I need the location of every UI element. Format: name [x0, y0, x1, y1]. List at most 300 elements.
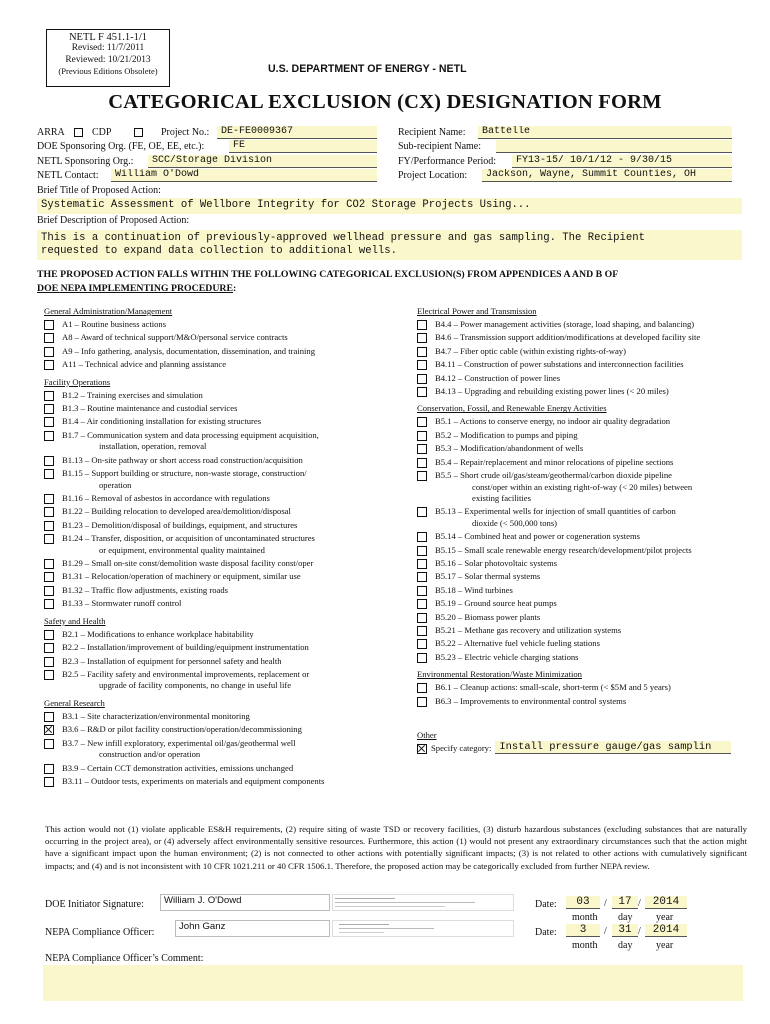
- exclusion-label-line1: B5.19 – Ground source heat pumps: [435, 598, 557, 609]
- exclusion-label-line1: B3.7 – New infill exploratory, experimental oil/gas/geothermal well: [62, 737, 296, 748]
- exclusion-checkbox[interactable]: [417, 653, 427, 663]
- exclusion-label-line1: A9 – Info gathering, analysis, documentation, dissemination, and training: [62, 345, 315, 356]
- exclusion-item: [44, 403, 404, 415]
- initiator-digital-signature: [332, 894, 514, 911]
- exclusion-label-line1: B2.5 – Facility safety and environmental improvements, replacement or: [62, 668, 310, 679]
- exclusion-label: [435, 332, 762, 344]
- exclusion-label-line1: B5.14 – Combined heat and power or cogeneration systems: [435, 531, 641, 542]
- exclusion-label: [435, 682, 762, 694]
- date2-slash1: /: [604, 926, 607, 937]
- agency-name: U.S. DEPARTMENT OF ENERGY - NETL: [268, 63, 467, 75]
- doe-org-label: DOE Sponsoring Org. (FE, OE, EE, etc.):: [37, 141, 205, 152]
- exclusion-item: [417, 332, 762, 344]
- exclusion-label: [62, 390, 404, 402]
- exclusion-item: [44, 738, 404, 761]
- exclusion-label-line1: B4.12 – Construction of power lines: [435, 372, 561, 383]
- exclusion-label-line1: B5.21 – Methane gas recovery and utilization systems: [435, 625, 622, 636]
- exclusion-checkbox[interactable]: [417, 333, 427, 343]
- exclusion-checkbox[interactable]: [44, 494, 54, 504]
- exclusion-label-continued: construction and/or operation: [99, 749, 201, 760]
- exclusion-item: [44, 642, 404, 654]
- exclusion-item: [417, 571, 762, 583]
- recipient-field[interactable]: Battelle: [478, 126, 732, 139]
- exclusion-checkbox[interactable]: [44, 320, 54, 330]
- exclusion-checkbox[interactable]: [417, 572, 427, 582]
- date2-year-label: year: [656, 940, 674, 951]
- exclusion-label-line1: B1.33 – Stormwater runoff control: [62, 598, 182, 609]
- exclusion-checkbox[interactable]: [44, 534, 54, 544]
- exclusion-label-line1: B1.2 – Training exercises and simulation: [62, 389, 203, 400]
- date1-year-label: year: [656, 912, 674, 923]
- exclusion-checkbox[interactable]: [44, 431, 54, 441]
- exclusion-label-line1: B1.32 – Traffic flow adjustments, existing roads: [62, 584, 228, 595]
- exclusion-checkbox[interactable]: [44, 559, 54, 569]
- exclusion-item: [44, 332, 404, 344]
- exclusion-item: [44, 669, 404, 692]
- reviewed-date: Reviewed: 10/21/2013: [65, 54, 151, 65]
- exclusion-label-line1: B5.16 – Solar photovoltaic systems: [435, 558, 557, 569]
- exclusion-label-continued: installation, operation, removal: [99, 441, 207, 452]
- exclusion-label-line1: A8 – Award of technical support/M&O/personal service contracts: [62, 332, 288, 343]
- project-no-label: Project No.:: [161, 127, 210, 138]
- section-title: Environmental Restoration/Waste Minimization: [417, 669, 582, 680]
- exclusion-label-line1: B5.17 – Solar thermal systems: [435, 571, 541, 582]
- exclusion-label-line1: B4.7 – Fiber optic cable (within existing rights-of-way): [435, 345, 626, 356]
- exclusion-checkbox[interactable]: [44, 586, 54, 596]
- exclusion-label: [62, 430, 404, 453]
- other-section: [417, 730, 762, 756]
- exclusion-label: [62, 598, 404, 610]
- exclusion-label-line1: B5.22 – Alternative fuel vehicle fueling stations: [435, 638, 600, 649]
- exclusion-label: [435, 696, 762, 708]
- location-label: Project Location:: [398, 170, 468, 181]
- exclusion-checkbox[interactable]: [417, 697, 427, 707]
- exclusion-label: [435, 625, 762, 637]
- exclusion-label: [62, 533, 404, 556]
- brief-desc-field[interactable]: [37, 230, 742, 260]
- date2-year-field[interactable]: 2014: [645, 924, 687, 937]
- exclusion-item: [417, 430, 762, 442]
- other-item: [417, 743, 762, 755]
- brief-title-text: Systematic Assessment of Wellbore Integrity for CO2 Storage Projects Using...: [41, 199, 531, 211]
- exclusion-checkbox[interactable]: [44, 670, 54, 680]
- exclusion-label: [435, 373, 762, 385]
- exclusion-checkbox[interactable]: [417, 387, 427, 397]
- exclusion-label: [435, 470, 762, 505]
- exclusion-label-line1: B5.5 – Short crude oil/gas/steam/geothermal/carbon dioxide pipeline: [435, 470, 672, 481]
- exclusion-checkbox[interactable]: [44, 417, 54, 427]
- exclusion-checkbox[interactable]: [417, 347, 427, 357]
- exclusion-item: [417, 652, 762, 664]
- section-title: Conservation, Fossil, and Renewable Energy Activities: [417, 403, 607, 414]
- exclusion-label: [435, 346, 762, 358]
- exclusion-checkbox[interactable]: [44, 725, 54, 735]
- exclusion-item: [44, 763, 404, 775]
- initiator-name: William J. O'Dowd: [164, 895, 242, 906]
- exclusion-label: [435, 638, 762, 650]
- exclusion-label-continued: operation: [99, 479, 132, 490]
- exclusion-label: [62, 493, 404, 505]
- exclusion-label: [435, 430, 762, 442]
- exclusion-item: [44, 533, 404, 556]
- project-no-field[interactable]: DE-FE0009367: [217, 126, 377, 139]
- date1-slash1: /: [604, 898, 607, 909]
- exclusion-item: [44, 776, 404, 788]
- exclusion-checkbox[interactable]: [417, 546, 427, 556]
- exclusion-checkbox[interactable]: [44, 739, 54, 749]
- exclusion-label-line1: B6.1 – Cleanup actions: small-scale, short-term (< $5M and 5 years): [435, 682, 671, 693]
- exclusion-item: [417, 682, 762, 694]
- doe-org-field[interactable]: FE: [229, 140, 377, 153]
- subrecipient-field[interactable]: [496, 140, 732, 153]
- exclusion-item: [44, 430, 404, 453]
- exclusion-checkbox[interactable]: [417, 374, 427, 384]
- exclusion-checkbox[interactable]: [44, 347, 54, 357]
- exclusion-label: [62, 558, 404, 570]
- exclusion-label: [435, 443, 762, 455]
- date1-year-field[interactable]: 2014: [645, 896, 687, 909]
- brief-title-field[interactable]: [37, 198, 742, 214]
- exclusion-item: [417, 585, 762, 597]
- period-label: FY/Performance Period:: [398, 156, 497, 167]
- section-items: [417, 416, 762, 663]
- arra-label: ARRA: [37, 127, 65, 138]
- exclusion-label-line1: B5.13 – Experimental wells for injection of small quantities of carbon: [435, 506, 676, 517]
- exclusion-label: [435, 359, 762, 371]
- exclusion-label: [62, 520, 404, 532]
- section-items: [44, 711, 404, 788]
- exclusion-checkbox[interactable]: [417, 626, 427, 636]
- brief-title-label: Brief Title of Proposed Action:: [37, 185, 161, 196]
- netl-org-field[interactable]: SCC/Storage Division: [148, 155, 377, 168]
- certification-text: This action would not (1) violate applicable ES&H requirements, (2) require siting of waste TSD or recovery facilities, (3) disturb hazardous substances (excluding substances that are naturally occurring in the project area), or (4) adversely affect environmentally sensitive resources. Furthermore, this action (1) would not present any extraordinary circumstances such that the action might have a significant impact upon the human environment; (2) is not connected to other actions with potentially significant impacts; (3) is not related to other actions with cumulatively significant impacts; and (4) and is not inconsistent with 10 CFR 1021.211 or 40 CFR 1506.1. Therefore, the proposed action may be categorically excluded from further NEPA review.: [45, 824, 747, 871]
- exclusion-label: [62, 319, 404, 331]
- exclusion-label-line1: B5.2 – Modification to pumps and piping: [435, 429, 578, 440]
- period-field[interactable]: FY13-15/ 10/1/12 - 9/30/15: [512, 155, 732, 168]
- exclusion-item: [417, 443, 762, 455]
- exclusion-item: [417, 625, 762, 637]
- section-items: [417, 682, 762, 707]
- brief-desc-label: Brief Description of Proposed Action:: [37, 215, 190, 226]
- exclusion-item: [417, 416, 762, 428]
- exclusion-label: [62, 585, 404, 597]
- exclusion-label-line1: B3.9 – Certain CCT demonstration activities, emissions unchanged: [62, 762, 294, 773]
- exclusion-label-line1: B5.15 – Small scale renewable energy research/development/pilot projects: [435, 544, 692, 555]
- section-items: [417, 319, 762, 397]
- form-id-box: [46, 29, 170, 87]
- exclusion-item: [417, 545, 762, 557]
- exclusion-item: [44, 598, 404, 610]
- proposed-heading-line2-wrap: [37, 282, 618, 296]
- proposed-heading-colon: :: [233, 283, 237, 294]
- section-title: General Research: [44, 697, 105, 708]
- exclusion-item: [44, 558, 404, 570]
- cdp-label: CDP: [92, 127, 112, 138]
- other-checkbox[interactable]: [417, 744, 427, 754]
- exclusion-label: [62, 416, 404, 428]
- exclusion-label: [435, 652, 762, 664]
- form-id: NETL F 451.1-1/1: [68, 32, 148, 43]
- exclusion-label: [435, 531, 762, 543]
- other-title: Other: [417, 730, 437, 740]
- exclusion-item: [417, 531, 762, 543]
- exclusion-label: [62, 359, 404, 371]
- exclusion-checkbox[interactable]: [44, 360, 54, 370]
- left-exclusion-column: [44, 306, 404, 793]
- exclusion-label-line1: B1.22 – Building relocation to developed area/demolition/disposal: [62, 506, 291, 517]
- exclusion-label: [435, 598, 762, 610]
- left-section: [44, 306, 404, 371]
- exclusion-checkbox[interactable]: [44, 712, 54, 722]
- exclusion-label: [435, 319, 762, 331]
- exclusion-label: [62, 711, 404, 723]
- exclusion-label-line1: B4.4 – Power management activities (storage, load shaping, and balancing): [435, 319, 695, 329]
- proposed-heading-line1: THE PROPOSED ACTION FALLS WITHIN THE FOLLOWING CATEGORICAL EXCLUSION(S) FROM APPENDICES A AND B OF: [37, 269, 619, 280]
- exclusion-checkbox[interactable]: [417, 444, 427, 454]
- exclusion-item: [417, 638, 762, 650]
- exclusion-checkbox[interactable]: [417, 431, 427, 441]
- exclusion-label-line1: B1.4 – Air conditioning installation for existing structures: [62, 416, 262, 427]
- section-items: [44, 319, 404, 371]
- left-section: [44, 616, 404, 692]
- exclusion-label-line1: B5.23 – Electric vehicle charging stations: [435, 651, 579, 662]
- exclusion-label-line1: B1.7 – Communication system and data processing equipment acquisition,: [62, 429, 319, 440]
- exclusion-checkbox[interactable]: [417, 613, 427, 623]
- exclusion-label-line1: B2.2 – Installation/improvement of building/equipment instrumentation: [62, 642, 309, 653]
- exclusion-checkbox[interactable]: [44, 456, 54, 466]
- exclusion-item: [417, 346, 762, 358]
- section-title: Electrical Power and Transmission: [417, 306, 537, 316]
- exclusion-label-line1: B5.3 – Modification/abandonment of wells: [435, 443, 584, 454]
- initiator-label: DOE Initiator Signature:: [45, 899, 144, 910]
- proposed-heading-line2: DOE NEPA IMPLEMENTING PROCEDURE: [37, 283, 234, 294]
- exclusion-label: [62, 642, 404, 654]
- exclusion-label: [62, 332, 404, 344]
- exclusion-label-line1: B1.15 – Support building or structure, non-waste storage, construction/: [62, 468, 307, 479]
- exclusion-item: [417, 696, 762, 708]
- exclusion-label: [435, 571, 762, 583]
- exclusion-label: [435, 457, 762, 469]
- exclusion-item: [417, 470, 762, 505]
- exclusion-label-continued: upgrade of facility components, no change in useful life: [99, 680, 292, 691]
- exclusion-checkbox[interactable]: [417, 471, 427, 481]
- exclusion-label: [62, 455, 404, 467]
- exclusion-item: [44, 724, 404, 736]
- officer-name: John Ganz: [179, 921, 226, 932]
- exclusion-label-continued: existing facilities: [472, 493, 531, 504]
- exclusion-checkbox[interactable]: [417, 559, 427, 569]
- exclusion-checkbox[interactable]: [417, 639, 427, 649]
- exclusion-checkbox[interactable]: [417, 417, 427, 427]
- brief-desc-line1: This is a continuation of previously-approved wellhead pressure and gas sampling. The Recipient: [41, 232, 645, 244]
- exclusion-checkbox[interactable]: [44, 599, 54, 609]
- date1-slash2: /: [638, 898, 641, 909]
- right-exclusion-column: [417, 306, 762, 713]
- exclusion-label-line1: A1 – Routine business actions: [62, 319, 167, 329]
- proposed-heading: [37, 268, 618, 296]
- exclusion-label: [62, 571, 404, 583]
- section-title: Safety and Health: [44, 615, 106, 626]
- exclusion-item: [44, 506, 404, 518]
- exclusion-label-line1: B3.1 – Site characterization/environmental monitoring: [62, 710, 250, 721]
- exclusion-label-line1: B4.11 – Construction of power substations and interconnection facilities: [435, 359, 684, 370]
- exclusion-label-line1: B5.20 – Biomass power plants: [435, 611, 541, 622]
- section-title: Facility Operations: [44, 376, 111, 387]
- exclusion-item: [44, 711, 404, 723]
- netl-contact-label: NETL Contact:: [37, 170, 99, 181]
- location-field[interactable]: Jackson, Wayne, Summit Counties, OH: [482, 169, 732, 182]
- exclusion-item: [417, 319, 762, 331]
- exclusion-item: [417, 598, 762, 610]
- exclusion-label-line1: B1.24 – Transfer, disposition, or acquisition of uncontaminated structures: [62, 533, 315, 544]
- exclusion-label: [62, 506, 404, 518]
- exclusion-label: [62, 669, 404, 692]
- exclusion-item: [44, 571, 404, 583]
- exclusion-item: [44, 493, 404, 505]
- exclusion-label: [62, 763, 404, 775]
- obsolete-note: (Previous Editions Obsolete): [58, 66, 158, 77]
- exclusion-item: [44, 319, 404, 331]
- cdp-checkbox[interactable]: [134, 128, 143, 137]
- exclusion-item: [44, 390, 404, 402]
- right-section: [417, 403, 762, 663]
- comment-label: NEPA Compliance Officer’s Comment:: [45, 953, 204, 964]
- date2-day-field[interactable]: 31: [612, 924, 638, 937]
- exclusion-checkbox[interactable]: [417, 586, 427, 596]
- exclusion-label: [435, 386, 762, 398]
- exclusion-label: [435, 612, 762, 624]
- exclusion-checkbox[interactable]: [44, 764, 54, 774]
- exclusion-label-line1: B1.13 – On-site pathway or short access road construction/acquisition: [62, 454, 303, 465]
- other-specify-field[interactable]: Install pressure gauge/gas samplin: [495, 741, 731, 754]
- exclusion-item: [417, 506, 762, 529]
- revised-date: Revised: 11/7/2011: [71, 43, 145, 54]
- section-title: General Administration/Management: [44, 306, 173, 316]
- exclusion-label: [435, 506, 762, 529]
- exclusion-item: [44, 455, 404, 467]
- exclusion-label-line1: B1.29 – Small on-site const/demolition waste disposal facility const/oper: [62, 558, 314, 569]
- exclusion-label: [435, 545, 762, 557]
- date1-day-field[interactable]: 17: [612, 896, 638, 909]
- exclusion-item: [44, 468, 404, 491]
- exclusion-item: [417, 457, 762, 469]
- other-label: Specify category:: [431, 743, 492, 753]
- exclusion-checkbox[interactable]: [44, 404, 54, 414]
- initiator-signature-field[interactable]: [160, 894, 330, 911]
- date2-day-label: day: [618, 940, 633, 951]
- officer-digital-signature: [332, 920, 514, 937]
- exclusion-checkbox[interactable]: [44, 643, 54, 653]
- exclusion-label-line1: B4.6 – Transmission support addition/modifications at developed facility site: [435, 332, 701, 343]
- exclusion-label-line1: B1.16 – Removal of asbestos in accordance with regulations: [62, 493, 270, 504]
- officer-signature-field[interactable]: [175, 920, 330, 937]
- exclusion-label: [62, 656, 404, 668]
- exclusion-label-continued: or equipment, environmental quality maintained: [99, 544, 265, 555]
- exclusion-checkbox[interactable]: [417, 683, 427, 693]
- exclusion-label: [62, 724, 404, 736]
- exclusion-label-line1: B4.13 – Upgrading and rebuilding existing power lines (< 20 miles): [435, 385, 669, 396]
- exclusion-label-line1: B2.1 – Modifications to enhance workplace habitability: [62, 628, 254, 639]
- exclusion-label-line1: B3.6 – R&D or pilot facility construction/operation/decommissioning: [62, 724, 302, 735]
- exclusion-label: [62, 629, 404, 641]
- date2-month-field[interactable]: 3: [566, 924, 600, 937]
- netl-contact-field[interactable]: William O'Dowd: [111, 169, 377, 182]
- exclusion-label-line1: B6.3 – Improvements to environmental control systems: [435, 695, 627, 706]
- exclusion-checkbox[interactable]: [44, 333, 54, 343]
- exclusion-label: [62, 468, 404, 491]
- exclusion-label: [435, 416, 762, 428]
- exclusion-item: [44, 520, 404, 532]
- exclusion-label-line1: B5.18 – Wind turbines: [435, 584, 513, 595]
- exclusion-label: [62, 738, 404, 761]
- exclusion-label: [435, 558, 762, 570]
- exclusion-label-continued: dioxide (< 500,000 tons): [472, 517, 558, 528]
- date1-day-label: day: [618, 912, 633, 923]
- exclusion-label-continued: const/oper within an existing right-of-way (< 20 miles) between: [472, 481, 693, 492]
- exclusion-checkbox[interactable]: [44, 391, 54, 401]
- exclusion-checkbox[interactable]: [417, 599, 427, 609]
- exclusion-checkbox[interactable]: [44, 777, 54, 787]
- exclusion-checkbox[interactable]: [44, 657, 54, 667]
- exclusion-item: [44, 585, 404, 597]
- left-section: [44, 698, 404, 788]
- exclusion-item: [417, 612, 762, 624]
- exclusion-checkbox[interactable]: [44, 630, 54, 640]
- date1-month-label: month: [572, 912, 598, 923]
- exclusion-item: [417, 386, 762, 398]
- exclusion-label-line1: B2.3 – Installation of equipment for personnel safety and health: [62, 655, 282, 666]
- exclusion-label: [62, 403, 404, 415]
- date1-label: Date:: [535, 899, 557, 910]
- exclusion-checkbox[interactable]: [417, 360, 427, 370]
- exclusion-checkbox[interactable]: [44, 469, 54, 479]
- exclusion-item: [44, 629, 404, 641]
- exclusion-label-line1: A11 – Technical advice and planning assistance: [62, 359, 227, 370]
- right-section: [417, 669, 762, 707]
- exclusion-label-line1: B1.3 – Routine maintenance and custodial services: [62, 403, 238, 414]
- left-section: [44, 377, 404, 610]
- exclusion-checkbox[interactable]: [417, 458, 427, 468]
- brief-desc-line2: requested to expand data collection to additional wells.: [41, 245, 398, 257]
- exclusion-label-line1: B5.1 – Actions to conserve energy, no indoor air quality degradation: [435, 416, 671, 427]
- date1-month-field[interactable]: 03: [566, 896, 600, 909]
- exclusion-checkbox[interactable]: [417, 507, 427, 517]
- exclusion-checkbox[interactable]: [44, 572, 54, 582]
- exclusion-label-line1: B1.31 – Relocation/operation of machinery or equipment, similar use: [62, 571, 301, 582]
- exclusion-label: [62, 776, 404, 788]
- exclusion-label-line1: B5.4 – Repair/replacement and minor relocations of pipeline sections: [435, 456, 674, 467]
- section-items: [44, 629, 404, 692]
- date2-month-label: month: [572, 940, 598, 951]
- exclusion-checkbox[interactable]: [417, 532, 427, 542]
- exclusion-checkbox[interactable]: [44, 521, 54, 531]
- exclusion-item: [417, 359, 762, 371]
- exclusion-item: [417, 558, 762, 570]
- section-items: [44, 390, 404, 610]
- date2-slash2: /: [638, 926, 641, 937]
- exclusion-label-line1: B3.11 – Outdoor tests, experiments on materials and equipment components: [62, 775, 325, 786]
- officer-label: NEPA Compliance Officer:: [45, 927, 155, 938]
- exclusion-checkbox[interactable]: [417, 320, 427, 330]
- subrecipient-label: Sub-recipient Name:: [398, 141, 482, 152]
- arra-checkbox[interactable]: [74, 128, 83, 137]
- exclusion-item: [44, 359, 404, 371]
- exclusion-item: [44, 416, 404, 428]
- right-section: [417, 306, 762, 397]
- comment-field[interactable]: [43, 965, 743, 1001]
- recipient-label: Recipient Name:: [398, 127, 466, 138]
- exclusion-checkbox[interactable]: [44, 507, 54, 517]
